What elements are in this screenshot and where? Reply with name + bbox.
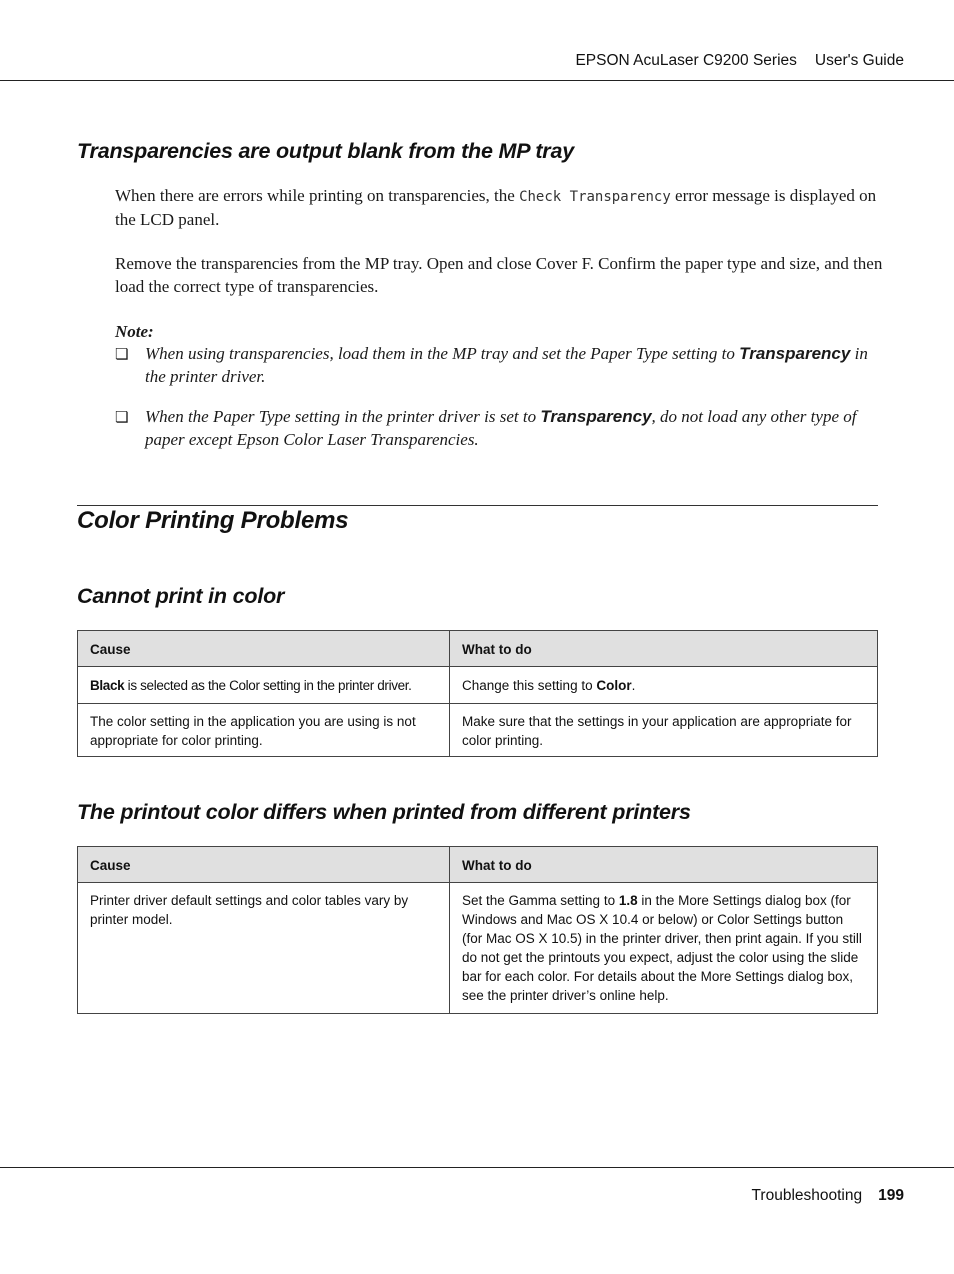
column-header-cause: Cause	[78, 631, 450, 667]
table-row	[78, 883, 878, 1014]
cell-what-to-do	[450, 883, 878, 1014]
table-cannot-print-in-color	[77, 630, 878, 757]
note1-before: When using transparencies, load them in the MP tray and set the Paper Type setting to	[145, 344, 740, 363]
note-bullet-2	[115, 406, 885, 451]
note2-after: , do not load any other type of paper except Epson Color Laser Transparencies.	[145, 407, 857, 449]
heading-printout-color-differs: The printout color differs when printed from different printers	[77, 800, 691, 824]
table-header-row	[78, 631, 878, 667]
column-header-what-to-do: What to do	[450, 631, 878, 667]
column-header-cause: Cause	[78, 847, 450, 883]
table-row	[78, 667, 878, 704]
heading-color-printing-problems: Color Printing Problems	[77, 507, 349, 534]
footer-rule	[0, 1167, 954, 1168]
running-header	[575, 52, 904, 70]
table-printout-color-differs	[77, 846, 878, 1014]
note-bullet-2-text	[145, 406, 885, 451]
table-row	[78, 704, 878, 757]
bullet-box-icon: ❏	[115, 345, 129, 363]
running-footer	[752, 1187, 904, 1205]
header-product: EPSON AcuLaser C9200 Series	[575, 52, 797, 69]
what-before: Set the Gamma setting to	[462, 893, 619, 908]
note-label	[115, 321, 885, 344]
cell-cause: The color setting in the application you are using is not appropriate for color printing.	[78, 704, 450, 757]
what-before: Change this setting to	[462, 678, 597, 693]
table-header-row	[78, 847, 878, 883]
paragraph-transparency-error	[115, 185, 885, 231]
note1-bold: Transparency	[739, 344, 851, 363]
page-number: 199	[878, 1187, 904, 1204]
what-bold: Color	[596, 678, 632, 693]
header-rule	[0, 80, 954, 81]
cell-cause: Printer driver default settings and color tables vary by printer model.	[78, 883, 450, 1014]
what-after: in the More Settings dialog box (for Windows and Mac OS X 10.4 or below) or Color Settings button (for Mac OS X 10.5) in the printer driver, then print again. If you still do not get the printouts you expect, adjust the color using the slide bar for each color. For details about the More Settings dialog box, see the printer driver’s online help.	[462, 893, 862, 1003]
note-label-text: Note:	[115, 322, 154, 341]
note-bullet-1-text	[145, 343, 885, 388]
cell-cause	[78, 667, 450, 704]
bullet-box-icon: ❏	[115, 408, 129, 426]
lcd-message-code: Check Transparency	[519, 189, 671, 205]
column-header-what-to-do: What to do	[450, 847, 878, 883]
what-after: .	[631, 678, 636, 693]
note2-bold: Transparency	[540, 407, 652, 426]
footer-section: Troubleshooting	[751, 1187, 863, 1204]
heading-cannot-print-in-color: Cannot print in color	[77, 584, 285, 608]
cell-what-to-do: Make sure that the settings in your application are appropriate for color printing.	[450, 704, 878, 757]
note2-before: When the Paper Type setting in the printer driver is set to	[145, 407, 541, 426]
cause-rest: is selected as the Color setting in the printer driver.	[124, 678, 412, 693]
what-bold: 1.8	[618, 893, 638, 908]
p1-text-before: When there are errors while printing on transparencies, the	[115, 186, 520, 205]
cell-what-to-do	[450, 667, 878, 704]
cause-bold: Black	[90, 678, 125, 693]
paragraph-remove-transparencies: Remove the transparencies from the MP tray. Open and close Cover F. Confirm the paper type and size, and then load the correct type of transparencies.	[115, 254, 883, 296]
note1-after: in the printer driver.	[145, 344, 868, 386]
heading-transparencies: Transparencies are output blank from the MP tray	[77, 139, 574, 163]
note-bullet-1	[115, 343, 885, 388]
header-guide: User's Guide	[814, 52, 904, 69]
p1-text-after: error message is displayed on the LCD panel.	[115, 186, 877, 229]
section-rule	[77, 505, 878, 506]
